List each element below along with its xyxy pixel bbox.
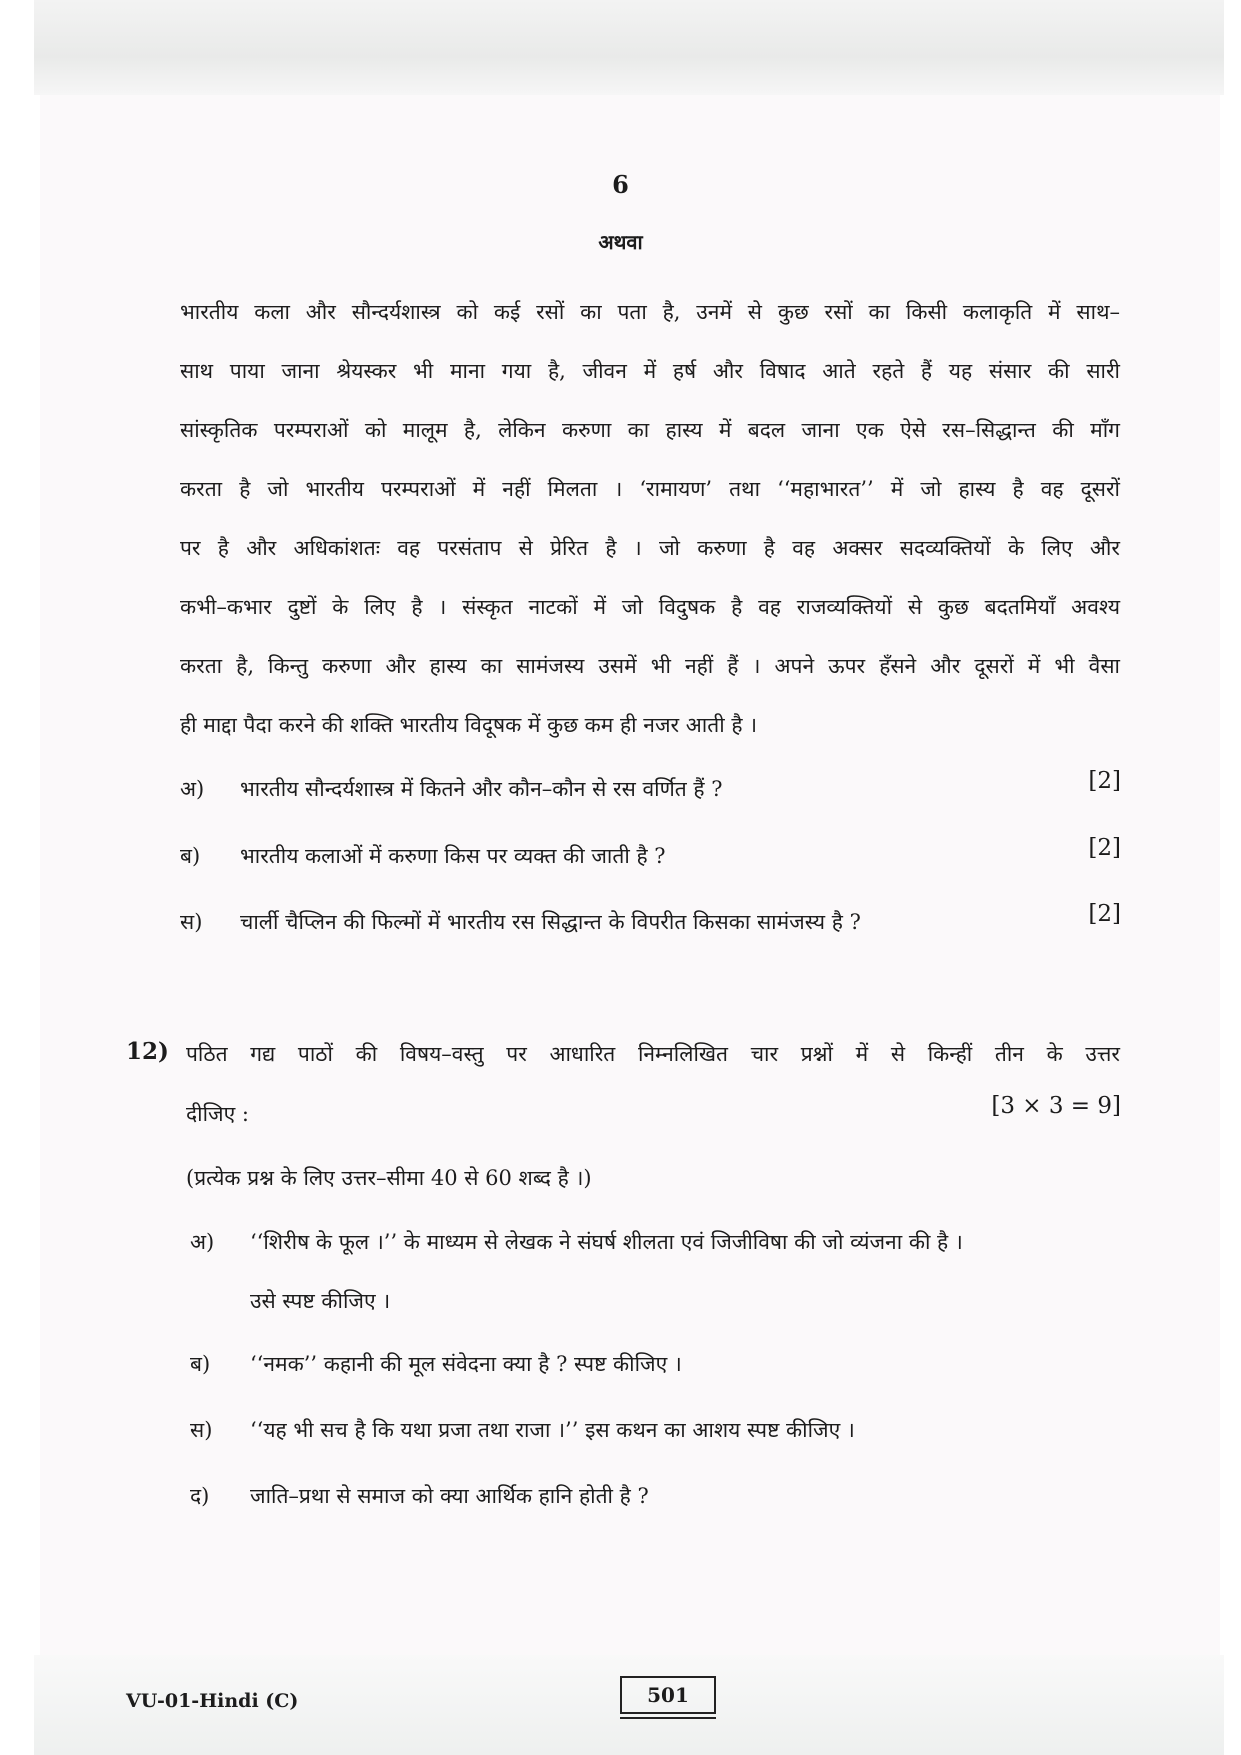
passage-line: साथ पाया जाना श्रेयस्कर भी माना गया है, जीवन में हर्ष और विषाद आते रहते हैं यह संसार की सारी [180,359,1120,383]
word-limit-note: (प्रत्येक प्रश्न के लिए उत्तर–सीमा 40 से 60 शब्द है ।) [186,1166,592,1190]
marks: [2] [1088,835,1121,861]
passage-line: कभी–कभार दुष्टों के लिए है । संस्कृत नाटकों में जो विदुषक है वह राजव्यक्तियों से कुछ बदतमियाँ अवश्य [180,595,1120,619]
page-number: 6 [612,170,629,199]
question-label: स) [190,1418,213,1442]
passage-line: सांस्कृतिक परम्पराओं को मालूम है, लेकिन करुणा का हास्य में बदल जाना एक ऐसे रस–सिद्धान्त की माँग [180,418,1120,442]
question-text: ‘‘नमक’’ कहानी की मूल संवेदना क्या है ? स्पष्ट कीजिए । [250,1352,682,1376]
paper-code: VU-01-Hindi (C) [126,1690,299,1712]
question12-marks: [3 × 3 = 9] [991,1093,1121,1119]
question-label: ब) [190,1352,211,1376]
question-text: चार्ली चैप्लिन की फिल्मों में भारतीय रस सिद्धान्त के विपरीत किसका सामंजस्य है ? [240,910,861,934]
question-text-cont: उसे स्पष्ट कीजिए । [250,1289,391,1313]
question12-text: पठित गद्य पाठों की विषय–वस्तु पर आधारित निम्नलिखित चार प्रश्नों में से किन्हीं तीन के उत्तर [186,1042,1120,1066]
passage-line: ही माद्दा पैदा करने की शक्ति भारतीय विदूषक में कुछ कम ही नजर आती है । [180,713,758,737]
question-label: ब) [180,844,201,868]
passage-line: करता है, किन्तु करुणा और हास्य का सामंजस्य उसमें भी नहीं हैं । अपने ऊपर हँसने और दूसरों में भी वैसा [180,654,1120,678]
question-text: भारतीय कलाओं में करुणा किस पर व्यक्त की जाती है ? [240,844,666,868]
scan-top-margin [34,0,1224,95]
question-text: ‘‘शिरीष के फूल ।’’ के माध्यम से लेखक ने संघर्ष शीलता एवं जिजीविषा की जो व्यंजना की है । [250,1230,963,1254]
question12-text-cont: दीजिए : [186,1102,249,1126]
question-label: अ) [180,777,205,801]
question-text: ‘‘यह भी सच है कि यथा प्रजा तथा राजा ।’’ इस कथन का आशय स्पष्ट कीजिए । [250,1418,855,1442]
question-label: अ) [190,1230,215,1254]
question-label: स) [180,910,203,934]
separator-athva: अथवा [598,230,643,254]
passage-line: भारतीय कला और सौन्दर्यशास्त्र को कई रसों का पता है, उनमें से कुछ रसों का किसी कलाकृति में साथ– [180,300,1120,324]
question-text: जाति–प्रथा से समाज को क्या आर्थिक हानि होती है ? [250,1484,649,1508]
page-code-box: 501 [620,1676,716,1714]
question-text: भारतीय सौन्दर्यशास्त्र में कितने और कौन–कौन से रस वर्णित हैं ? [240,777,723,801]
marks: [2] [1088,901,1121,927]
passage-line: करता है जो भारतीय परम्पराओं में नहीं मिलता । ‘रामायण’ तथा ‘‘महाभारत’’ में जो हास्य है वह दूसरों [180,477,1120,501]
marks: [2] [1088,768,1121,794]
passage-line: पर है और अधिकांशतः वह परसंताप से प्रेरित है । जो करुणा है वह अक्सर सदव्यक्तियों के लिए और [180,536,1120,560]
question-number: 12) [126,1038,169,1065]
question-label: द) [190,1484,210,1508]
